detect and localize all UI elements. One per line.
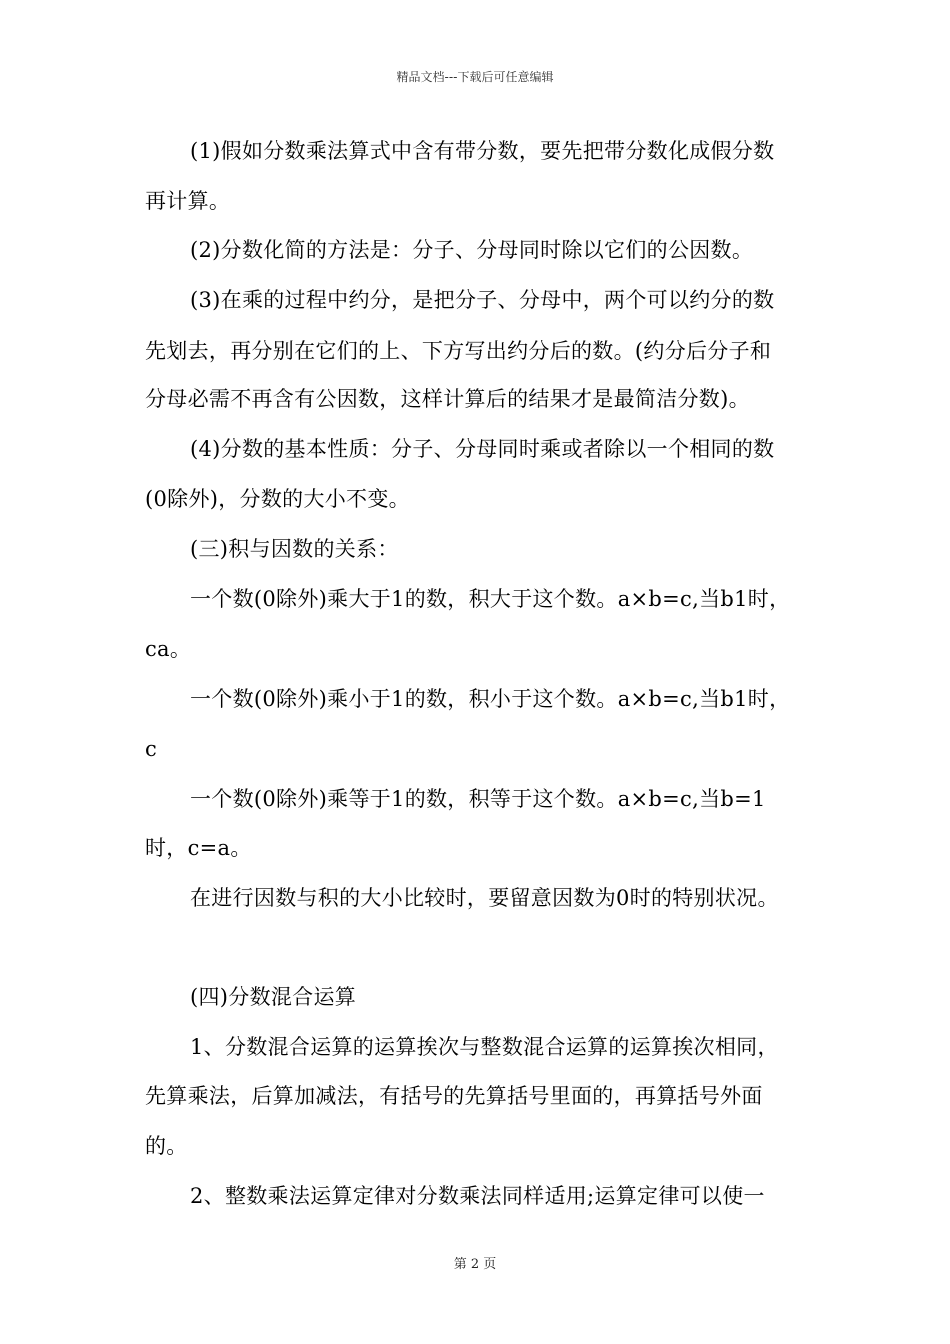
paragraph-line: 先算乘法，后算加减法，有括号的先算括号里面的，再算括号外面	[145, 1084, 763, 1108]
paragraph-line: (3)在乘的过程中约分，是把分子、分母中，两个可以约分的数	[190, 288, 775, 312]
paragraph-line: 一个数(0除外)乘小于1的数，积小于这个数。a×b=c,当b1时，	[190, 687, 791, 711]
paragraph-line: 分母必需不再含有公因数，这样计算后的结果才是最简洁分数)。	[145, 387, 750, 411]
section-heading: (三)积与因数的关系：	[190, 537, 399, 561]
page-header: 精品文档---下载后可任意编辑	[396, 70, 554, 84]
paragraph-line: 2、整数乘法运算定律对分数乘法同样适用;运算定律可以使一	[190, 1184, 765, 1208]
paragraph-line: (0除外)，分数的大小不变。	[145, 487, 410, 511]
paragraph-line: 先划去，再分别在它们的上、下方写出约分后的数。(约分后分子和	[145, 339, 772, 363]
paragraph-line: 再计算。	[145, 189, 231, 213]
paragraph-line: c	[145, 737, 158, 761]
paragraph-line: 时，c=a。	[145, 836, 252, 860]
paragraph-line: 一个数(0除外)乘大于1的数，积大于这个数。a×b=c,当b1时，	[190, 587, 791, 611]
paragraph-line: 的。	[145, 1134, 188, 1158]
section-heading: (四)分数混合运算	[190, 985, 357, 1009]
paragraph-line: (1)假如分数乘法算式中含有带分数，要先把带分数化成假分数	[190, 139, 775, 163]
paragraph-line: (4)分数的基本性质：分子、分母同时乘或者除以一个相同的数	[190, 437, 775, 461]
page-number: 第 2 页	[453, 1257, 497, 1272]
paragraph-line: 1、分数混合运算的运算挨次与整数混合运算的运算挨次相同，	[190, 1035, 779, 1059]
paragraph-line: ca。	[145, 637, 192, 661]
paragraph-line: 在进行因数与积的大小比较时，要留意因数为0时的特别状况。	[190, 886, 779, 910]
paragraph-line: 一个数(0除外)乘等于1的数，积等于这个数。a×b=c,当b=1	[190, 787, 766, 811]
paragraph-line: (2)分数化简的方法是：分子、分母同时除以它们的公因数。	[190, 238, 754, 262]
